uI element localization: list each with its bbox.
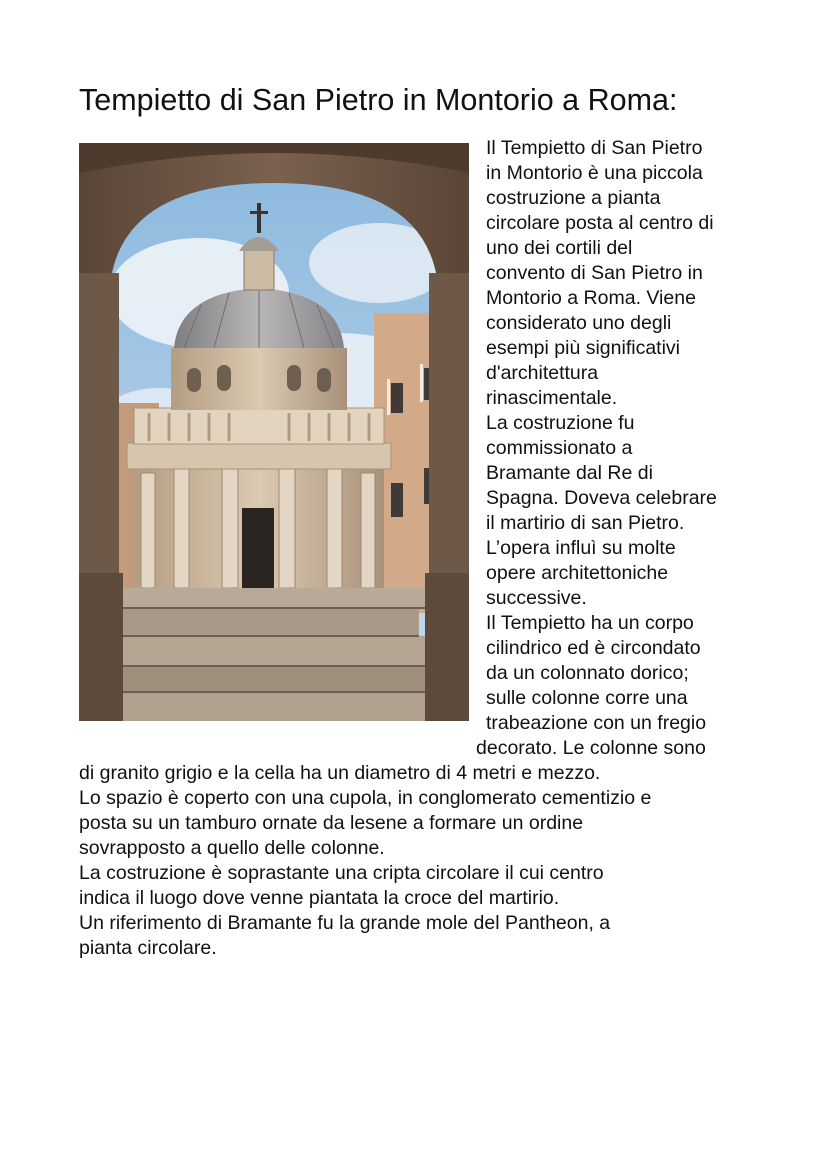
text-line: L’opera influì su molte bbox=[486, 537, 676, 559]
text-line: da un colonnato dorico; bbox=[486, 662, 689, 684]
text-line: convento di San Pietro in bbox=[486, 262, 703, 284]
text-line: di granito grigio e la cella ha un diametro di 4 metri e mezzo. bbox=[79, 762, 601, 784]
page-title: Tempietto di San Pietro in Montorio a Roma: bbox=[79, 83, 678, 117]
text-line: Spagna. Doveva celebrare bbox=[486, 487, 717, 509]
text-line: decorato. Le colonne sono bbox=[476, 737, 706, 759]
text-line: posta su un tamburo ornate da lesene a formare un ordine bbox=[79, 812, 584, 834]
text-line: costruzione a pianta bbox=[486, 187, 661, 209]
text-line: Il Tempietto ha un corpo bbox=[486, 612, 694, 634]
text-line: esempi più significativi bbox=[486, 337, 681, 359]
text-line: sovrapposto a quello delle colonne. bbox=[79, 837, 385, 859]
text-line: circolare posta al centro di bbox=[486, 212, 714, 234]
text-line: trabeazione con un fregio bbox=[486, 712, 707, 734]
text-line: Montorio a Roma. Viene bbox=[486, 287, 696, 309]
text-line: uno dei cortili del bbox=[486, 237, 633, 259]
text-line: commissionato a bbox=[486, 437, 633, 459]
text-line: successive. bbox=[486, 587, 587, 609]
text-line: considerato uno degli bbox=[486, 312, 672, 334]
text-line: pianta circolare. bbox=[79, 937, 217, 959]
text-line: Bramante dal Re di bbox=[486, 462, 653, 484]
text-line: cilindrico ed è circondato bbox=[486, 637, 701, 659]
text-line: d'architettura bbox=[486, 362, 599, 384]
tempietto-photo bbox=[79, 143, 469, 721]
text-line: La costruzione fu bbox=[486, 412, 635, 434]
text-line: Un riferimento di Bramante fu la grande mole del Pantheon, a bbox=[79, 912, 611, 934]
text-line: indica il luogo dove venne piantata la croce del martirio. bbox=[79, 887, 560, 909]
text-line: Lo spazio è coperto con una cupola, in conglomerato cementizio e bbox=[79, 787, 652, 809]
text-line: Il Tempietto di San Pietro bbox=[486, 137, 703, 159]
text-line: La costruzione è soprastante una cripta circolare il cui centro bbox=[79, 862, 604, 884]
text-line: opere architettoniche bbox=[486, 562, 669, 584]
text-line: il martirio di san Pietro. bbox=[486, 512, 685, 534]
text-line: rinascimentale. bbox=[486, 387, 618, 409]
text-line: in Montorio è una piccola bbox=[486, 162, 703, 184]
text-line: sulle colonne corre una bbox=[486, 687, 688, 709]
